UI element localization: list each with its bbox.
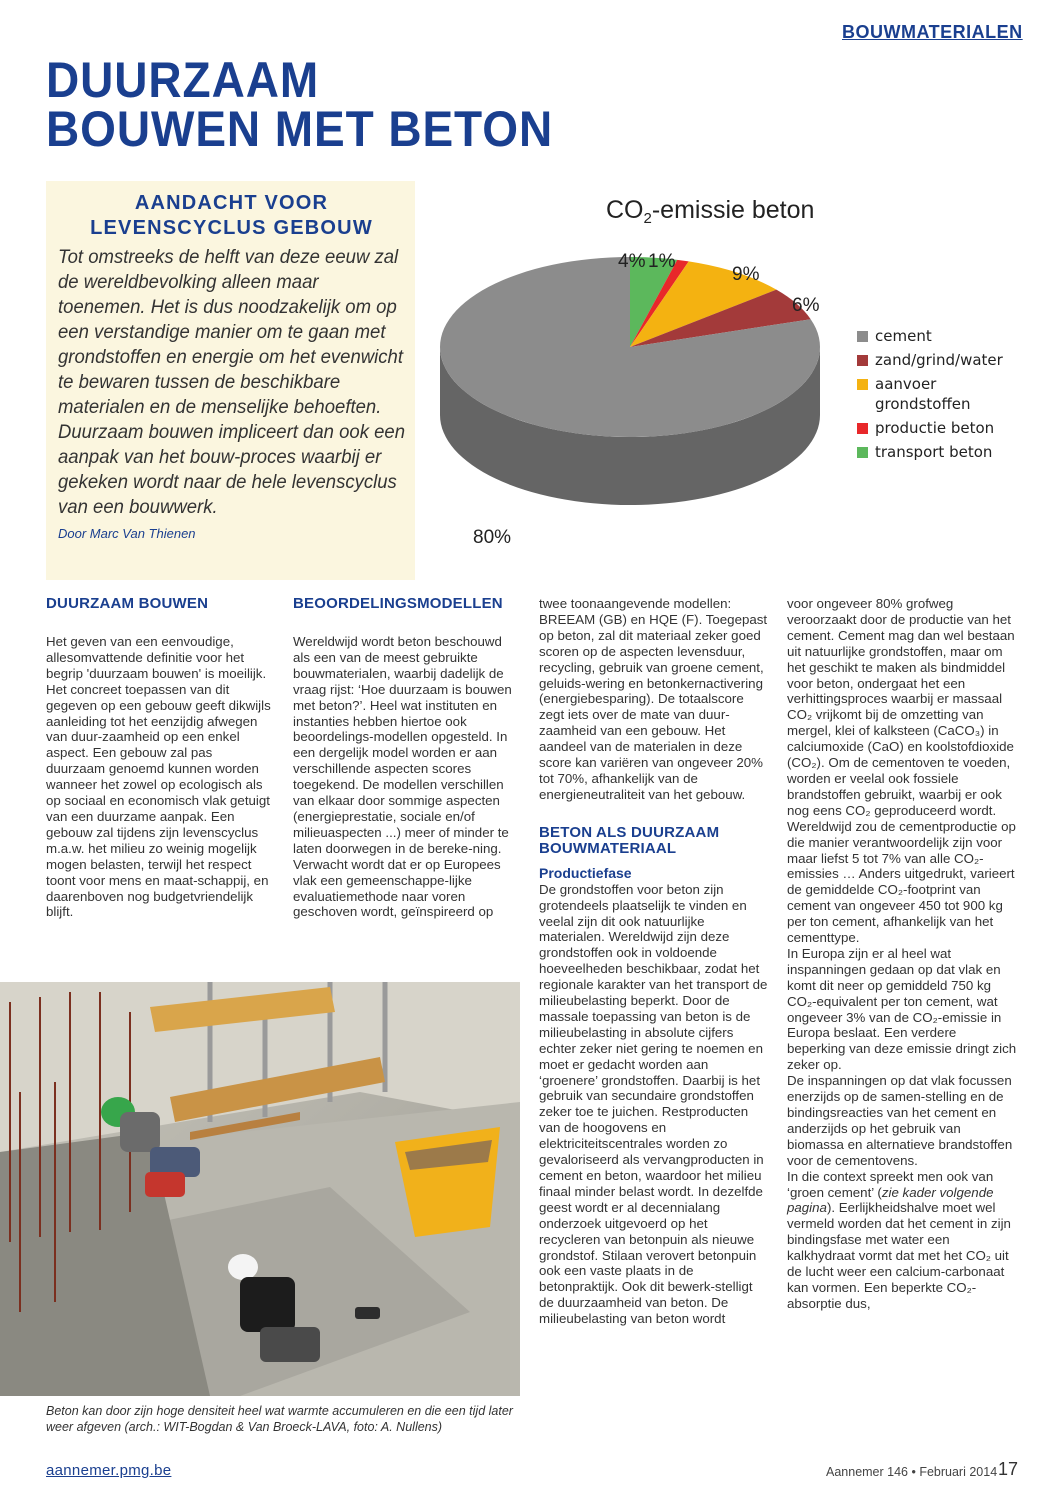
pie-label-zand-grind-water: 6% [792,295,820,316]
pie-label-cement: 80% [473,527,512,548]
legend-label: transport beton [875,443,993,461]
page-title [46,52,561,157]
page-number: 17 [998,1459,1019,1479]
text-productiefase: De grondstoffen voor beton zijn grotendeels plaatselijk te vinden en veelal zijn dit ook natuurlijke materialen. Wereldwijd zijn deze grondstoffen ook in voldoende hoeveelheden beschikbaar, zodat het regionale karakter van het transport de milieubelasting beperkt. Door de massale toepassing van beton is de milieubelasting in absolute cijfers echter zeker niet gering te noemen en moet er gedacht worden aan ‘groenere’ grondstoffen. Daarbij is het gebruik van secundaire grondstoffen zeker toe te juichen. Restproducten van de hoogovens en elektriciteitscentrales worden zo gevaloriseerd als vervangproducten in cement en beton, waardoor het milieu finaal minder belast wordt. In dezelfde geest wordt er al decennialang onderzoek uitgevoerd op het recycleren van betonpuin als nieuwe grondstof. Stilaan verovert betonpuin ook een vaste plaats in de betonpraktijk. Ook dit bewerk-stelligt de duurzaamheid van beton. De milieubelasting van beton wordt [539,881,768,1327]
column-four [787,596,1017,1312]
intro-heading-line-2: LEVENSCYCLUS GEBOUW [90,217,373,239]
text-beoordelingsmodellen: Wereldwijd wordt beton beschouwd als een van de meest gebruikte bouwmaterialen, waarbij dadelijk de vraag rijst: ‘Hoe duurzaam is bouwen met beton?’. Heel wat instituten en instanties hebben hiertoe ook beoordelings-modellen opgesteld. In een dergelijk model worden er aan verschillende aspecten scores toegekend. De modellen verschillen van elkaar door sommige aspecten (energieprestatie, sociale en/of milieuaspecten ...) meer of minder te laten doorwegen in de bereke-ning. Verwacht wordt dat er op Europees vlak een gemeenschappe-lijke evaluatiemethode naar voren geschoven wordt, geïnspireerd op [293,634,512,920]
legend-label: productie beton [875,419,995,437]
heading-beoordelingsmodellen: BEOORDELINGSMODELLEN [293,595,503,612]
legend-label: zand/grind/water [875,351,1003,369]
intro-heading [58,191,405,241]
heading-beton-line-1: BETON ALS DUURZAAM [539,823,720,841]
text-europa: In Europa zijn er al heel wat inspanningen gedaan op dat vlak en komt dit neer op gemiddeld 750 kg CO₂-equivalent per ton cement, wat ongeveer 3% van de CO₂-emissie in Europa beslaat. Een verdere beperking van deze emissie dringt zich zeker op. [787,945,1017,1073]
legend-swatch [857,331,868,342]
subheading-productiefase: Productiefase [539,864,632,881]
column-beoordelingsmodellen [293,596,515,920]
intro-box [46,181,415,580]
text-duurzaam-bouwen: Het geven van een eenvoudige, allesomvattende definitie voor het begrip 'duurzaam bouwen' is moeilijk. Het concreet toepassen van dit gegeven op een gebouw geeft dikwijls aanleiding tot het eenzijdig afwegen van duur-zaamheid op een enkel aspect. Een gebouw zal pas duurzaam genoemd kunnen worden wanneer het zowel op ecologisch als op sociaal en economisch vlak getuigt van een duurzame aanpak. Een gebouw zal tijdens zijn levenscyclus m.a.w. het milieu zo weinig mogelijk mogen belasten, terwijl het respect toont voor mens en maat-schappij, en daarenboven nog budgetvriendelijk blijft. [46,634,271,920]
heading-beton-duurzaam [539,825,769,857]
photo-caption: Beton kan door zijn hoge densiteit heel wat warmte accumuleren en die een tijd later weer afgeven (arch.: WIT-Bogdan & Van Broeck-LAVA, foto: A. Nullens) [46,1404,513,1434]
chart-title: $CO_2$-emissie beton [606,196,815,227]
column-duurzaam-bouwen [46,596,274,920]
text-modellen-vervolg: twee toonaangevende modellen: BREEAM (GB) en HQE (F). Toegepast op beton, zal dit materiaal zeker goed scoren op de aspecten levensduur, recycling, gebruik van groene cement, geluids-wering en betonkernactivering (energiebesparing). De totaalscore zegt iets over de mate van duur-zaamheid van een gebouw. Het aandeel van de materialen in deze score kan variëren van ongeveer 20% tot 70%, afhankelijk van de energieneutraliteit van het gebouw. [539,596,768,802]
footer-website-link[interactable]: aannemer.pmg.be [46,1462,172,1479]
section-label: BOUWMATERIALEN [842,22,1023,42]
construction-photo [0,982,520,1396]
intro-text: Tot omstreeks de helft van deze eeuw zal de wereldbevolking alleen maar toenemen. Het is dus noodzakelijk om op een verstandige manier om te gaan met grondstoffen en energie om het evenwicht te bewaren tussen de beschikbare materialen en de menselijke behoeften. Duurzaam bouwen impliceert dan ook een aanpak van het bouw-proces waarbij er gekeken wordt naar de hele levenscyclus van een bouwwerk. [58,246,406,518]
text-cement-productie: voor ongeveer 80% grofweg veroorzaakt door de productie van het cement. Cement mag dan wel bestaan uit natuurlijke grondstoffen, maar om het geschikt te maken als bindmiddel voor beton, ondergaat het een verhittingsproces waarbij er massaal CO₂ vrijkomt bij de omzetting van mergel, klei of kalksteen (CaCO₃) in calciumoxide (CaO) en koolstofdioxide (CO₂). Om de cementoven te voeden, worden er veelal ook fossiele brandstoffen gebruikt, waarbij er ook nog eens CO₂ geproduceerd wordt. Wereldwijd zou de cementproductie op die manier verantwoordelijk zijn voor maar liefst 5 tot 7% van alle CO₂-emissies … Anders uitgedrukt, varieert de gemiddelde CO₂-footprint van cement van ongeveer 450 tot 900 kg per ton cement, afhankelijk van het cementtype. [787,596,1016,946]
legend-swatch [857,355,868,366]
pie-label-transport-beton: 4% [618,251,646,272]
text-groen-cement: In die context spreekt men ook van ‘groen cement’ (zie kader volgende pagina). Eerlijkheidshalve moet wel vermeld worden dat het cement in zijn bindingsfase met water een kalkhydraat vormt dat met het CO₂ uit de lucht weer een calcium-carbonaat kan vormen. Een beperkte CO₂-absorptie dus, [787,1168,1011,1311]
chart-legend [857,327,1004,461]
legend-swatch [857,447,868,458]
legend-swatch [857,423,868,434]
pie-top [440,257,820,437]
legend-label: cement [875,327,932,345]
pie-label-aanvoer-grondstoffen: 9% [732,264,760,285]
legend-swatch [857,379,868,390]
heading-beton-line-2: BOUWMATERIAAL [539,839,677,857]
text-inspanningen: De inspanningen op dat vlak focussen enerzijds op de samen-stelling en de bindingsreacties van het cement en anderzijds op het gebruik van biomassa en alternatieve brandstoffen voor de cementovens. [787,1073,1013,1168]
title-line-1: DUURZAAM [46,52,320,108]
pie-label-productie-beton: 1% [648,251,676,272]
legend-label-cont: grondstoffen [875,395,971,413]
co2-pie-chart [420,185,1040,560]
intro-heading-line-1: AANDACHT VOOR [134,192,329,214]
title-line-2: BOUWEN MET BETON [46,101,554,157]
intro-author: Door Marc Van Thienen [58,526,196,541]
column-three [539,596,769,1327]
legend-label: aanvoer [875,375,937,393]
heading-duurzaam-bouwen: DUURZAAM BOUWEN [46,595,209,612]
footer-issue: Aannemer 146 • Februari 2014 [826,1465,998,1479]
